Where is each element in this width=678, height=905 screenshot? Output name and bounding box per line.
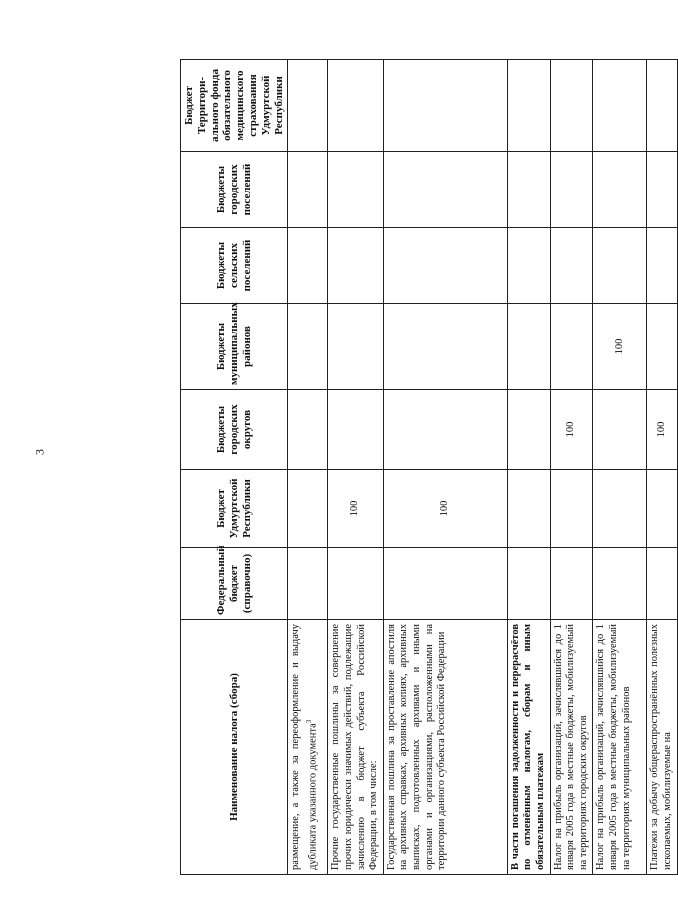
rural-cell — [647, 228, 677, 304]
city-districts-cell — [507, 390, 550, 470]
rural-cell — [328, 228, 383, 304]
urban-cell — [328, 152, 383, 228]
fund-cell — [647, 60, 677, 152]
municipal-districts-cell — [507, 304, 550, 390]
federal-cell — [383, 548, 507, 620]
table-row — [647, 60, 677, 875]
city-districts-cell — [328, 390, 383, 470]
header-republic-budget: Бюджет Удмуртской Республики — [181, 470, 288, 548]
federal-cell — [328, 548, 383, 620]
rural-cell — [383, 228, 507, 304]
table-row — [383, 60, 507, 875]
federal-cell — [647, 548, 677, 620]
tax-distribution-table — [180, 59, 678, 875]
header-rural-budget: Бюджеты сельских поселений — [181, 228, 288, 304]
municipal-districts-cell — [328, 304, 383, 390]
municipal-districts-cell: 100 — [593, 304, 647, 390]
city-districts-cell: 100 — [550, 390, 593, 470]
table-row — [593, 60, 647, 875]
table-row — [288, 60, 328, 875]
federal-cell — [507, 548, 550, 620]
city-districts-cell — [593, 390, 647, 470]
tax-name-cell: Прочие государственные пошлины за совершение прочих юридически значимых действий, подлежащие зачислению в бюджет субъекта Российской Федерации, в том числе: — [328, 620, 383, 875]
fund-cell — [507, 60, 550, 152]
federal-cell — [550, 548, 593, 620]
urban-cell — [288, 152, 328, 228]
table-row — [328, 60, 383, 875]
tax-name-cell: Налог на прибыль организаций, зачислявшийся до 1 января 2005 года в местные бюджеты, мобилизуемый на территориях муниципальных районов — [593, 620, 647, 875]
tax-name-cell: Государственная пошлина за проставление апостиля на архивных справках, архивных копиях, архивных выписках, подготовленных архивами и иными органами и организациями, расположенными на территории данного субъекта Российской Федерации — [383, 620, 507, 875]
footnote-marker: 3 — [304, 719, 313, 724]
header-federal-budget: Федеральный бюджет (справочно) — [181, 548, 288, 620]
fund-cell — [288, 60, 328, 152]
municipal-districts-cell — [550, 304, 593, 390]
urban-cell — [383, 152, 507, 228]
fund-cell — [550, 60, 593, 152]
header-medical-fund-budget: Бюджет Территори-ального фонда обязательного медицинского страхования Удмуртской Республики — [181, 60, 288, 152]
header-city-districts-budget: Бюджеты городских округов — [181, 390, 288, 470]
urban-cell — [550, 152, 593, 228]
table-row — [550, 60, 593, 875]
table-row — [507, 60, 550, 875]
rural-cell — [288, 228, 328, 304]
rural-cell — [593, 228, 647, 304]
table-header-row — [181, 60, 288, 875]
tax-name-text: размещение, а также за переоформление и выдачу дубликата указанного документа — [290, 624, 319, 870]
federal-cell — [593, 548, 647, 620]
republic-cell — [593, 470, 647, 548]
page-number: 3 — [32, 449, 47, 455]
rural-cell — [550, 228, 593, 304]
municipal-districts-cell — [288, 304, 328, 390]
republic-cell — [550, 470, 593, 548]
republic-cell — [647, 470, 677, 548]
city-districts-cell — [383, 390, 507, 470]
tax-name-cell: Налог на прибыль организаций, зачислявшийся до 1 января 2005 года в местные бюджеты, мобилизуемый на территориях городских округов — [550, 620, 593, 875]
republic-cell — [288, 470, 328, 548]
urban-cell — [593, 152, 647, 228]
urban-cell — [507, 152, 550, 228]
urban-cell — [647, 152, 677, 228]
municipal-districts-cell — [383, 304, 507, 390]
city-districts-cell: 100 — [647, 390, 677, 470]
tax-name-cell: Платежи за добычу общераспространённых полезных ископаемых, мобилизуемые на — [647, 620, 677, 875]
tax-name-cell: В части погашения задолженности и перерасчётов по отменённым налогам, сборам и иным обязательным платежам — [507, 620, 550, 875]
fund-cell — [328, 60, 383, 152]
header-municipal-districts-budget: Бюджеты муниципальных районов — [181, 304, 288, 390]
republic-cell: 100 — [328, 470, 383, 548]
fund-cell — [593, 60, 647, 152]
city-districts-cell — [288, 390, 328, 470]
rural-cell — [507, 228, 550, 304]
fund-cell — [383, 60, 507, 152]
municipal-districts-cell — [647, 304, 677, 390]
header-urban-budget: Бюджеты городских поселений — [181, 152, 288, 228]
rotated-page-content — [180, 60, 673, 875]
tax-name-cell — [288, 620, 328, 875]
federal-cell — [288, 548, 328, 620]
republic-cell: 100 — [383, 470, 507, 548]
republic-cell — [507, 470, 550, 548]
header-tax-name: Наименование налога (сбора) — [181, 620, 288, 875]
